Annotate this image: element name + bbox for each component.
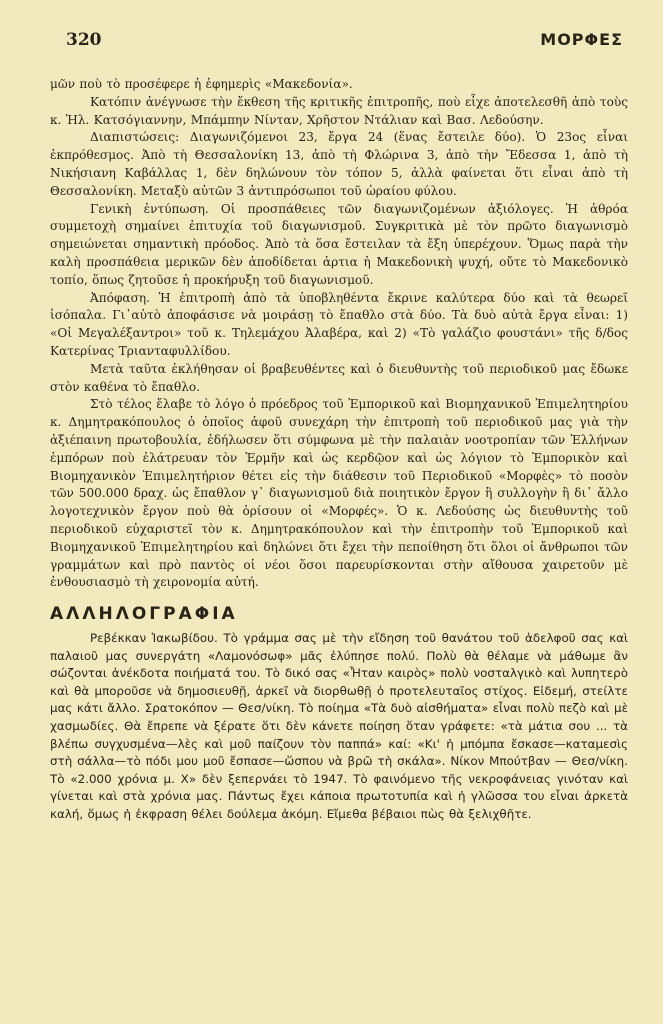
paragraph-committee-report: Κατόπιν ἀνέγνωσε τὴν ἔκθεση τῆς κριτικῆς ἐπιτροπῆς, ποὺ εἶχε ἀποτελεσθῆ ἀπὸ τοὺς κ. Ἠλ. Κατσόγιαννην, Μπάμπην Νίνταν, Χρῆστον Ντάλιαν καὶ Βασ. Λεδούσην.	[50, 94, 628, 127]
running-title: ΜΟΡΦΕΣ	[540, 30, 623, 49]
page-header	[66, 30, 623, 54]
paragraph-findings: Διαπιστώσεις: Διαγωνιζόμενοι 23, ἔργα 24 (ἕνας ἔστειλε δύο). Ὁ 23ος εἶναι ἐκπρόθεσμος. Ἀπὸ τὴ Θεσσαλονίκη 13, ἀπὸ τὴ Φλώρινα 3, ἀπὸ τὴν Ἔδεσσα 1, ἀπὸ τὴ Νικήσιανη Καβάλλας 1, δὲν δηλώνουν τὸν τόπον 5, ἀλλὰ φαίνεται ὅτι εἶναι ἀπὸ τὴ Θεσσαλονίκη. Μεταξὺ αὐτῶν 3 ἀντιπρόσωποι τοῦ ὡραίου φύλου.	[50, 130, 628, 198]
paragraph-decision: Ἀπόφαση. Ἡ ἐπιτροπὴ ἀπὸ τὰ ὑποβληθέντα ἔκρινε καλύτερα δύο καὶ τὰ θεωρεῖ ἰσόπαλα. Γι᾿αὐτὸ ἀποφάσισε νὰ μοιράσῃ τὸ ἔπαθλο στὰ δύο. Τὰ δυὸ αὐτὰ ἔργα εἶναι: 1) «Οἱ Μεγαλέξαντροι» τοῦ κ. Τηλεμάχου Ἀλαβέρα, καὶ 2) «Τὸ γαλάζιο φουστάνι» τῆς δ/δος Κατερίνας Τριανταφυλλίδου.	[50, 290, 628, 358]
paragraph-chamber-speech: Στὸ τέλος ἔλαβε τὸ λόγο ὁ πρόεδρος τοῦ Ἐμπορικοῦ καὶ Βιομηχανικοῦ Ἐπιμελητηρίου κ. Δημητρακόπουλος ὁ ὁποῖος ἀφοῦ συνεχάρη τὴν ἐπιτροπὴ τοῦ περιοδικοῦ μας γιὰ τὴν ἀξιέπαινη πρωτοβουλία, ἐδήλωσεν ὅτι σύμφωνα μὲ τὴν παλαιὰν νοοτροπίαν τῶν Ἑλλήνων ἐμπόρων ποὺ ἐλάτρευαν τὸν Ἑρμῆν καὶ ὡς κερδῷον καὶ ὡς λόγιον τὸ Ἐμπορικὸν καὶ Βιομηχανικὸν Ἐπιμελητήριον θέτει εἰς τὴν διάθεσιν τοῦ Περιοδικοῦ «Μορφὲς» τὸ ποσὸν τῶν 500.000 δραχ. ὡς ἔπαθλον γ᾿ διαγωνισμοῦ διὰ ποιητικὸν ἔργον ἢ συλλογὴν ἢ δι᾿ ἄλλο λογοτεχνικὸν ἔργον ποὺ θὰ ὁρίσουν οἱ «Μορφές». Ὁ κ. Λεδούσης ὡς διευθυντὴς τοῦ περιοδικοῦ εὐχαριστεῖ τὸν κ. Δημητρακόπουλον καὶ τὴν ἐπιτροπὴν τοῦ Ἐμπορικοῦ καὶ Βιομηχανικοῦ Ἐπιμελητηρίου καὶ δηλώνει ὅτι ἔχει τὴν πεποίθηση ὅτι ὅλοι οἱ ἄνθρωποι τῶν γραμμάτων καὶ πρὸ παντὸς οἱ νέοι ὅσοι παρευρίσκονται στὴν αἴθουσα χαιρετοῦν μὲ ἐνθουσιασμὸ τὴ χειρονομία αὐτή.	[50, 397, 628, 590]
paragraph-continuation: μῶν ποὺ τὸ προσέφερε ἡ ἐφημερὶς «Μακεδονία».	[50, 77, 353, 91]
correspondence-text: Ρεβέκκαν Ἰακωβίδου. Τὸ γράμμα σας μὲ τὴν εἴδηση τοῦ θανάτου τοῦ ἀδελφοῦ σας καὶ παλαιοῦ μας συνεργάτη «Λαμονόσωφ» μᾶς ἐλύπησε πολύ. Πολὺ θὰ θέλαμε νὰ μάθωμε ἂν σώζονται ἀνέκδοτα ποιήματά του. Τὸ δικό σας «Ἦταν καιρὸς» πολὺ νοσταλγικὸ καὶ λυπητερὸ καὶ θὰ μποροῦσε νὰ δημοσιευθῇ, ἀρκεῖ νὰ διορθωθῇ ὁ προτελευταῖος στίχος. Εἰδεμή, στείλτε μας κάτι ἄλλο. Σρατοκόπον — Θεσ/νίκη. Τὸ ποίημα «Τὰ δυὸ αἰσθήματα» εἶναι πολὺ πεζὸ καὶ μὲ χασμωδίες. Θὰ ἔπρεπε νὰ ξέρατε ὅτι δὲν κάνετε ποίηση ὅταν γράφετε: «τὰ μάτια σου ... τὰ βλέπω συγχυσμένα—λὲς καὶ μοῦ παίζουν τὸν παππά» καί: «Κι' ἡ μπόμπα ἔσκασε—καταμεσὶς στὴ σάλλα—τὸ πόδι μου μοῦ ἔσπασε—ὥσπου νὰ βρῶ τὴ σκάλα». Νίκον Μπούτβαν — Θεσ/νίκη. Τὸ «2.000 χρόνια μ. Χ» δὲν ξεπερνάει τὸ 1947. Τὸ φαινόμενο τῆς νεκροφάνειας γινόταν καὶ γίνεται καὶ στὰ χρόνια μας. Πάντως ἔχει κάποια πρωτοτυπία καὶ ἡ γλῶσσα του εἶναι ἀρκετὰ καλή, ὅμως ἡ ἐκφραση θέλει δούλεμα ἀκόμη. Εἴμεθα βέβαιοι πὼς θὰ ξελιχθῆτε.	[50, 631, 628, 822]
paragraph-general-impression: Γενικὴ ἐντύπωση. Οἱ προσπάθειες τῶν διαγωνιζομένων ἀξιόλογες. Ἡ ἀθρόα συμμετοχὴ σημαίνει ἐπιτυχία τοῦ διαγωνισμοῦ. Συγκριτικὰ μὲ τὸν πρῶτο διαγωνισμὸ σημειώνεται σημαντικὴ πρόοδος. Ἀπὸ τὰ ὅσα ἔστειλαν τὰ ἔξη ὑπερέχουν. Ὅμως παρὰ τὴν καλὴ προσπάθεια μερικῶν δὲν ἀποδίδεται ἀρτια ἡ Μακεδονικὴ ψυχή, οὔτε τὸ Μακεδονικὸ τοπίο, ὅπως ζητοῦσε ἡ προκήρυξη τοῦ διαγωνισμοῦ.	[50, 201, 628, 287]
paragraph-award-ceremony: Μετὰ ταῦτα ἐκλήθησαν οἱ βραβευθέντες καὶ ὁ διευθυντὴς τοῦ περιοδικοῦ μας ἔδωκε στὸν καθένα τὸ ἔπαθλο.	[50, 361, 628, 394]
correspondence-section	[50, 604, 628, 824]
article-body	[50, 76, 628, 824]
page-number: 320	[66, 30, 102, 50]
section-title: ΑΛΛΗΛΟΓΡΑΦΙΑ	[50, 604, 238, 625]
